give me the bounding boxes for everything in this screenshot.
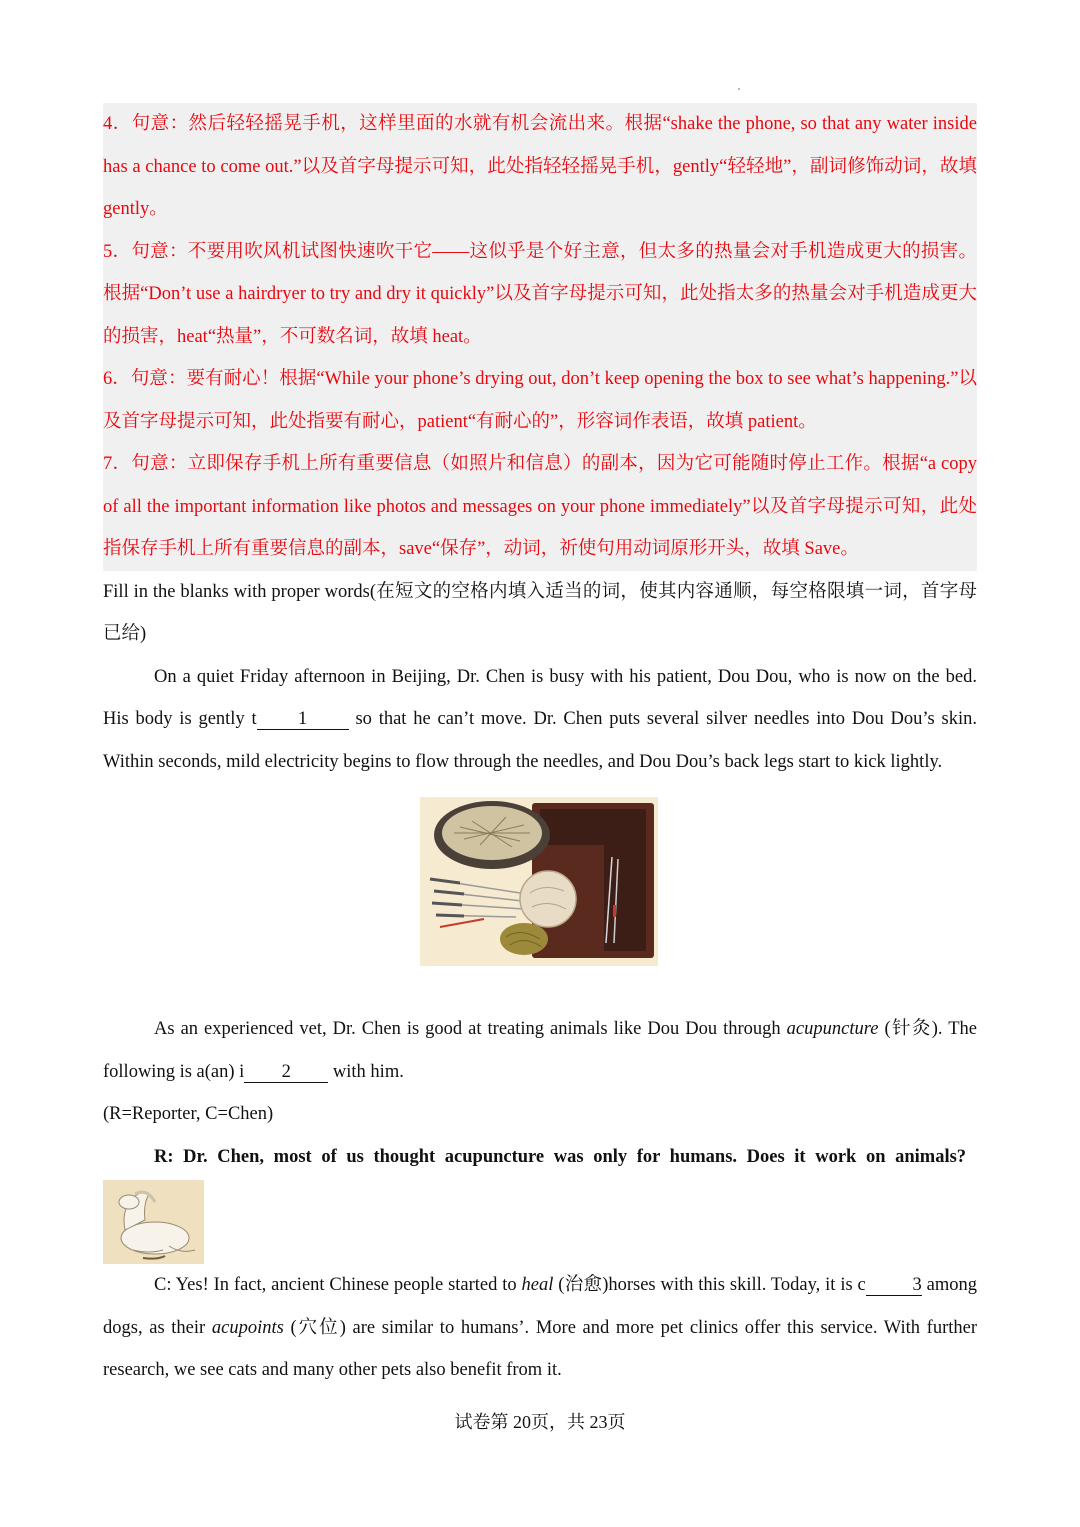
paragraph-text: As an experienced vet, Dr. Chen is good at treating animals like Dou Dou through <box>154 1019 787 1039</box>
reporter-question: R: Dr. Chen, most of us thought acupuncture was only for humans. Does it work on animals? <box>154 1146 967 1167</box>
answer-text: 句意：不要用吹风机试图快速吹干它——这似乎是个好主意，但太多的热量会对手机造成更大的损害。根据“Don’t use a hairdryer to try and dry it quickly”以及首字母提示可知，此处指太多的热量会对手机造成更大的损害，heat“热量”，不可数名词，故填 heat。 <box>103 241 977 347</box>
answer-5 <box>103 231 977 359</box>
speaker-legend: (R=Reporter, C=Chen) <box>103 1104 274 1124</box>
italic-term: heal <box>521 1275 554 1295</box>
answer-4 <box>103 103 977 231</box>
paragraph-text: among dogs, as their <box>103 1275 977 1338</box>
paragraph-text: with him. <box>328 1061 404 1082</box>
page-footer: 试卷第 20页，共 23页 <box>454 1412 626 1432</box>
paragraph-1 <box>103 656 977 784</box>
acupuncture-tools-image <box>420 797 658 966</box>
paragraph-text: (穴位) are similar to humans’. More and more pet clinics offer this service. With further research, we see cats and many other pets also benefit from it. <box>103 1317 978 1380</box>
answer-number: 4． <box>103 114 132 134</box>
paragraph-text: so that he can’t move. Dr. Chen puts several silver needles into Dou Dou’s skin. Within seconds, mild electricity begins to flow through the needles, and Dou Dou’s back legs start to kick lightly. <box>103 709 977 772</box>
italic-term: acupuncture <box>786 1019 879 1039</box>
paragraph-text: (针灸). The following is a(an) i <box>103 1019 977 1082</box>
answer-6 <box>103 358 977 443</box>
horse-image-container <box>103 1178 977 1264</box>
answer-number: 6． <box>103 369 131 389</box>
answer-text: 句意：然后轻轻摇晃手机，这样里面的水就有机会流出来。根据“shake the phone, so that any water inside has a chance to come out.”以及首字母提示可知，此处指轻轻摇晃手机，gently“轻轻地”，副词修饰动词，故填 gently。 <box>103 114 977 219</box>
blank-2[interactable]: 2 <box>244 1062 328 1083</box>
paragraph-2 <box>103 1008 977 1093</box>
blank-3[interactable]: 3 <box>866 1275 922 1296</box>
horse-image <box>103 1180 204 1264</box>
figure-container <box>103 783 977 1008</box>
paragraph-text: (治愈)horses with this skill. Today, it is c <box>553 1275 866 1295</box>
reading-passage <box>103 571 977 1392</box>
answer-number: 5． <box>103 241 132 262</box>
paragraph-text: C: Yes! In fact, ancient Chinese people started to <box>154 1275 522 1295</box>
paragraph-3 <box>103 1264 977 1392</box>
answer-number: 7． <box>103 454 132 474</box>
answer-text: 句意：立即保存手机上所有重要信息（如照片和信息）的副本，因为它可能随时停止工作。根据“a copy of all the important information like photos and messages on your phone immediately”以及首字母提示可知，此处指保存手机上所有重要信息的副本，save“保存”，动词，祈使句用动词原形开头，故填 Save。 <box>103 454 977 559</box>
answer-7 <box>103 443 977 571</box>
instruction: Fill in the blanks with proper words(在短文的空格内填入适当的词，使其内容通顺，每空格限填一词，首字母已给) <box>103 581 977 644</box>
italic-term: acupoints <box>211 1317 284 1338</box>
scan-dot <box>738 88 740 90</box>
page-content <box>103 103 977 1392</box>
paragraph-text: On a quiet Friday afternoon in Beijing, Dr. Chen is busy with his patient, Dou Dou, who is now on the bed. His body is gently t <box>103 666 977 729</box>
answer-text: 句意：要有耐心！根据“While your phone’s drying out, don’t keep opening the box to see what’s happening.”以及首字母提示可知，此处指要有耐心，patient“有耐心的”，形容词作表语，故填 patient。 <box>103 369 977 432</box>
blank-1[interactable]: 1 <box>257 709 349 730</box>
answer-explanations <box>103 103 977 571</box>
